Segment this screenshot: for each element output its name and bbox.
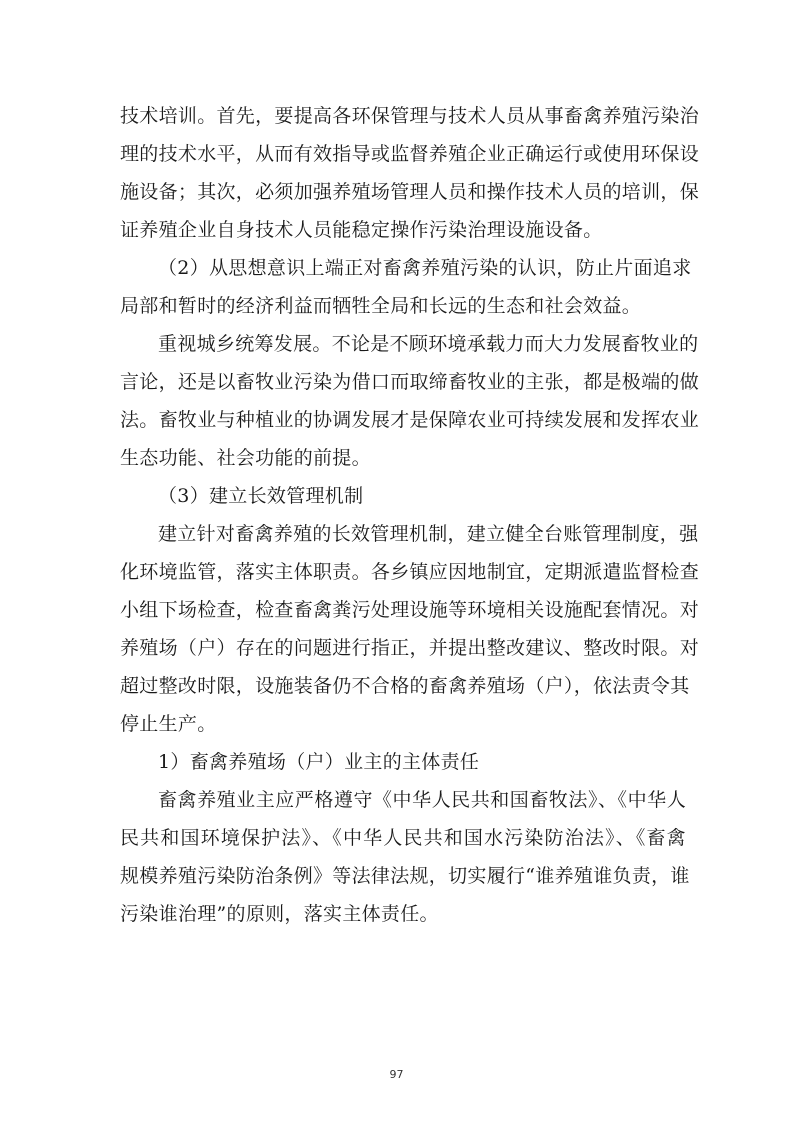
paragraph-line: 理的技术水平，从而有效指导或监督养殖企业正确运行或使用环保设 xyxy=(120,143,700,165)
paragraph-line: 生态功能、社会功能的前提。 xyxy=(120,447,371,469)
paragraph-line: 小组下场检查，检查畜禽粪污处理设施等环境相关设施配套情况。对 xyxy=(120,599,700,621)
paragraph-line: 法。畜牧业与种植业的协调发展才是保障农业可持续发展和发挥农业 xyxy=(120,409,700,431)
paragraph-line: 建立针对畜禽养殖的长效管理机制，建立健全台账管理制度，强 xyxy=(158,523,699,545)
paragraph-line: 污染谁治理”的原则，落实主体责任。 xyxy=(120,903,439,925)
paragraph-line: 化环境监管，落实主体职责。各乡镇应因地制宜，定期派遣监督检查 xyxy=(120,561,700,583)
document-body xyxy=(120,97,700,933)
paragraph-line: 养殖场（户）存在的问题进行指正，并提出整改建议、整改时限。对 xyxy=(120,637,700,659)
paragraph-line: 言论，还是以畜牧业污染为借口而取缔畜牧业的主张，都是极端的做 xyxy=(120,371,700,393)
paragraph-line: 停止生产。 xyxy=(120,713,217,735)
paragraph-line: 技术培训。首先，要提高各环保管理与技术人员从事畜禽养殖污染治 xyxy=(120,105,700,127)
paragraph-line: 重视城乡统筹发展。不论是不顾环境承载力而大力发展畜牧业的 xyxy=(158,333,699,355)
page-number: 97 xyxy=(389,1068,404,1081)
section-heading: （3）建立长效管理机制 xyxy=(158,485,364,507)
paragraph-line: 证养殖企业自身技术人员能稳定操作污染治理设施设备。 xyxy=(120,219,603,241)
paragraph-line: 施设备；其次，必须加强养殖场管理人员和操作技术人员的培训，保 xyxy=(120,181,700,203)
section-heading-line: （2）从思想意识上端正对畜禽养殖污染的认识，防止片面追求 xyxy=(158,257,692,279)
section-heading-line: 局部和暂时的经济利益而牺牲全局和长远的生态和社会效益。 xyxy=(120,295,642,317)
paragraph-line: 超过整改时限，设施装备仍不合格的畜禽养殖场（户），依法责令其 xyxy=(120,675,690,697)
paragraph-line: 畜禽养殖业主应严格遵守《中华人民共和国畜牧法》、《中华人 xyxy=(158,789,686,811)
subsection-heading: 1）畜禽养殖场（户）业主的主体责任 xyxy=(158,751,480,773)
paragraph-line: 规模养殖污染防治条例》等法律法规，切实履行“谁养殖谁负责，谁 xyxy=(120,865,690,887)
paragraph-line: 民共和国环境保护法》、《中华人民共和国水污染防治法》、《畜禽 xyxy=(120,827,686,849)
